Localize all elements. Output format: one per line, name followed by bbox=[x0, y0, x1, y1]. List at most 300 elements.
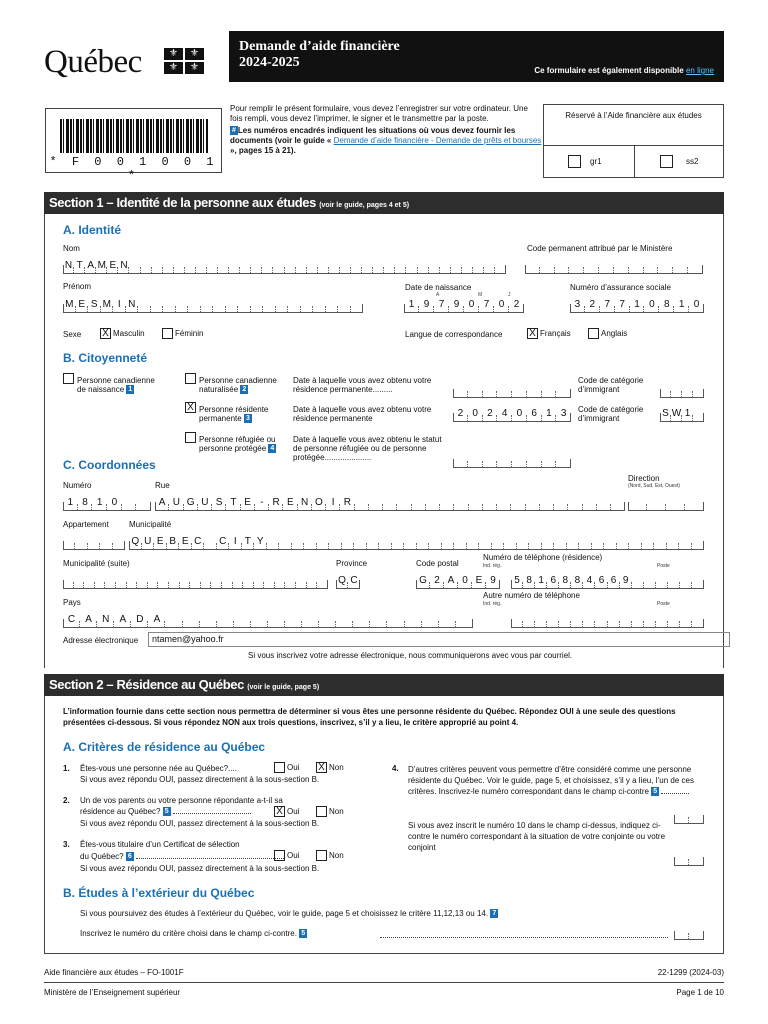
comb-cell bbox=[547, 612, 559, 627]
comb-cell bbox=[674, 850, 689, 865]
comb-cell bbox=[529, 534, 542, 549]
form-title: Demande d’aide financière bbox=[239, 39, 400, 54]
comb-cell bbox=[262, 258, 273, 273]
gr1-checkbox[interactable] bbox=[568, 155, 581, 168]
cit-res-option[interactable] bbox=[185, 402, 196, 413]
comb-cell bbox=[122, 495, 137, 510]
comb-cell: T bbox=[226, 495, 240, 510]
intro-para1: Pour remplir le présent formulaire, vous devez l’enregistrer sur votre ordinateur. Une fois rempli, vous devez l’imprimer, le signer et le transmettre par la poste. bbox=[230, 104, 528, 123]
comb-cell bbox=[540, 258, 555, 273]
anglais-option[interactable]: Anglais bbox=[588, 328, 627, 339]
rue-label: Rue bbox=[155, 481, 170, 490]
nat-date-field[interactable] bbox=[453, 382, 571, 398]
comb-cell bbox=[243, 573, 254, 588]
email-input[interactable]: ntamen@yahoo.fr bbox=[148, 632, 730, 647]
comb-cell: 2 bbox=[585, 297, 600, 312]
comb-cell bbox=[556, 452, 571, 467]
comb-cell bbox=[370, 612, 387, 627]
guide-link[interactable]: Demande d’aide financière - Demande de prêts et bourses bbox=[333, 136, 542, 145]
comb-cell bbox=[540, 495, 554, 510]
comb-cell: C bbox=[192, 534, 205, 549]
comb-cell bbox=[608, 612, 620, 627]
comb-cell bbox=[504, 534, 517, 549]
other-phone-label: Autre numéro de téléphone bbox=[483, 591, 580, 600]
barcode-icon bbox=[60, 119, 208, 153]
comb-cell bbox=[483, 452, 498, 467]
masculin-checkbox[interactable]: X bbox=[100, 328, 111, 339]
appartement-label: Appartement bbox=[63, 520, 109, 529]
province-field[interactable] bbox=[336, 573, 360, 589]
comb-cell: 7 bbox=[600, 297, 615, 312]
municipalite-label: Municipalité bbox=[129, 520, 172, 529]
province-label: Province bbox=[336, 559, 368, 568]
comb-cell bbox=[535, 612, 547, 627]
comb-cell bbox=[254, 573, 265, 588]
comb-cell bbox=[152, 258, 163, 273]
comb-cell bbox=[169, 573, 180, 588]
comb-cell: 6 bbox=[547, 573, 559, 588]
comb-cell bbox=[527, 382, 542, 397]
comb-cell bbox=[567, 534, 580, 549]
comb-cell bbox=[454, 534, 467, 549]
comb-cell bbox=[468, 452, 483, 467]
comb-cell bbox=[397, 495, 411, 510]
section1-header: Section 1 – Identité de la personne aux études (voir le guide, pages 4 et 5) bbox=[44, 192, 724, 214]
res-date-field[interactable] bbox=[453, 406, 571, 422]
prenom-field[interactable] bbox=[63, 297, 363, 313]
comb-cell bbox=[129, 258, 140, 273]
comb-cell: 1 bbox=[404, 297, 419, 312]
barcode-text: * F 0 0 1 0 0 1 * bbox=[49, 155, 218, 183]
comb-cell: 7 bbox=[434, 297, 449, 312]
comb-cell bbox=[267, 534, 280, 549]
comb-cell bbox=[512, 452, 527, 467]
comb-cell: A bbox=[155, 495, 169, 510]
comb-cell bbox=[604, 534, 617, 549]
comb-cell bbox=[95, 573, 106, 588]
comb-cell bbox=[468, 382, 483, 397]
comb-cell bbox=[473, 258, 484, 273]
footer-form-id: Aide financière aux études – FO-1001F bbox=[44, 968, 184, 977]
comb-cell: Q bbox=[129, 534, 142, 549]
postal-field[interactable] bbox=[416, 573, 500, 589]
intro-para2: Les numéros encadrés indiquent les situations où vous devez fournir les documents (voir le guide « bbox=[230, 126, 516, 145]
comb-cell bbox=[329, 258, 340, 273]
comb-cell: N bbox=[120, 260, 128, 271]
comb-cell bbox=[174, 258, 185, 273]
comb-cell bbox=[217, 612, 234, 627]
comb-cell: G bbox=[416, 573, 430, 588]
q2-oui-option[interactable]: X Oui bbox=[274, 806, 299, 817]
comb-cell bbox=[200, 612, 217, 627]
cit-nat-date-label: Date à laquelle vous avez obtenu votre résidence permanente......... bbox=[293, 376, 432, 394]
comb-cell: I bbox=[229, 534, 242, 549]
ss2-checkbox[interactable] bbox=[660, 155, 673, 168]
comb-cell: U bbox=[169, 495, 183, 510]
comb-cell bbox=[680, 573, 692, 588]
comb-cell bbox=[319, 612, 336, 627]
comb-cell bbox=[629, 534, 642, 549]
comb-cell bbox=[116, 573, 127, 588]
comb-cell bbox=[517, 534, 530, 549]
comb-cell: N bbox=[97, 612, 114, 627]
masculin-option[interactable]: X Masculin bbox=[100, 328, 145, 339]
comb-cell bbox=[379, 534, 392, 549]
comb-cell bbox=[693, 406, 704, 421]
comb-cell: N bbox=[298, 495, 312, 510]
comb-cell bbox=[105, 573, 116, 588]
comb-cell bbox=[340, 258, 351, 273]
comb-cell bbox=[226, 297, 239, 312]
comb-cell: 0 bbox=[468, 406, 483, 421]
dob-field[interactable] bbox=[404, 297, 524, 313]
appartement-field[interactable] bbox=[63, 534, 125, 550]
q1-note: Si vous avez répondu OUI, passez directement à la sous-section B. bbox=[80, 775, 320, 784]
q2-non-checkbox[interactable] bbox=[316, 806, 327, 817]
comb-cell bbox=[689, 924, 704, 939]
comb-cell bbox=[304, 534, 317, 549]
comb-cell bbox=[302, 612, 319, 627]
comb-cell bbox=[211, 573, 222, 588]
comb-cell bbox=[422, 612, 439, 627]
comb-cell bbox=[469, 495, 483, 510]
cit-res-label: Personne résidente permanente 3 bbox=[199, 405, 269, 423]
comb-cell bbox=[527, 452, 542, 467]
comb-cell bbox=[497, 382, 512, 397]
comb-cell bbox=[190, 573, 201, 588]
comb-cell: 7 bbox=[479, 297, 494, 312]
comb-cell bbox=[201, 297, 214, 312]
feminin-checkbox[interactable] bbox=[162, 328, 173, 339]
comb-cell bbox=[404, 534, 417, 549]
studies-line2: Inscrivez le numéro du critère choisi dans le champ ci-contre. 5 bbox=[80, 929, 306, 938]
comb-cell bbox=[671, 382, 682, 397]
comb-cell: 1 bbox=[535, 573, 547, 588]
year-marker: A bbox=[436, 292, 440, 298]
comb-cell: D bbox=[131, 612, 148, 627]
comb-cell bbox=[183, 612, 200, 627]
comb-cell bbox=[296, 258, 307, 273]
nas-field[interactable] bbox=[570, 297, 704, 313]
comb-cell bbox=[84, 573, 95, 588]
comb-cell bbox=[554, 534, 567, 549]
comb-cell: S bbox=[88, 297, 101, 312]
reserved-label: Réservé à l’Aide financière aux études bbox=[565, 111, 702, 120]
comb-cell bbox=[692, 573, 704, 588]
comb-cell: 4 bbox=[583, 573, 595, 588]
comb-cell bbox=[492, 534, 505, 549]
comb-cell bbox=[176, 297, 189, 312]
comb-cell bbox=[668, 573, 680, 588]
comb-cell bbox=[351, 297, 364, 312]
comb-cell bbox=[204, 534, 217, 549]
comb-cell bbox=[273, 258, 284, 273]
comb-cell bbox=[512, 382, 527, 397]
nom-field[interactable] bbox=[63, 258, 506, 274]
numero-field[interactable] bbox=[63, 495, 151, 511]
comb-cell: 8 bbox=[78, 495, 93, 510]
comb-cell bbox=[180, 573, 191, 588]
comb-cell bbox=[658, 258, 673, 273]
comb-cell: A bbox=[85, 258, 96, 273]
comb-cell bbox=[317, 573, 328, 588]
cit-ref-label: Personne réfugiée ou personne protégée 4 bbox=[199, 435, 276, 453]
comb-cell: S bbox=[660, 406, 671, 421]
comb-cell bbox=[342, 534, 355, 549]
comb-cell bbox=[554, 495, 568, 510]
cit-birth-option[interactable] bbox=[63, 373, 74, 386]
comb-cell bbox=[336, 612, 353, 627]
comb-cell bbox=[523, 612, 535, 627]
day-marker: J bbox=[508, 292, 511, 298]
other-phone-field[interactable] bbox=[511, 612, 704, 628]
comb-cell bbox=[689, 850, 704, 865]
comb-cell bbox=[75, 534, 87, 549]
comb-cell bbox=[264, 573, 275, 588]
comb-cell: M bbox=[63, 297, 76, 312]
comb-cell bbox=[240, 258, 251, 273]
footer-divider bbox=[44, 982, 724, 983]
comb-cell bbox=[113, 534, 125, 549]
comb-cell bbox=[151, 297, 164, 312]
anglais-checkbox[interactable] bbox=[588, 328, 599, 339]
cit-nat-option[interactable] bbox=[185, 373, 196, 386]
gr1-label: gr1 bbox=[590, 157, 602, 166]
studies-line1: Si vous poursuivez des études à l’extérieur du Québec, voir le guide, page 5 et choisissez le critère 11,12,13 ou 14. 7 bbox=[80, 909, 497, 918]
q4-spouse-field[interactable] bbox=[674, 850, 704, 866]
cit-birth-checkbox[interactable] bbox=[63, 373, 74, 384]
comb-cell: S bbox=[212, 495, 226, 510]
comb-cell bbox=[329, 534, 342, 549]
comb-cell bbox=[222, 573, 233, 588]
comb-cell bbox=[495, 258, 506, 273]
comb-cell bbox=[369, 495, 383, 510]
comb-cell: N bbox=[126, 297, 139, 312]
comb-cell: Y bbox=[254, 534, 267, 549]
footer-row2 bbox=[44, 988, 724, 997]
comb-cell: A bbox=[114, 612, 131, 627]
q2-text-a: Un de vos parents ou votre personne répondante a-t-il sa bbox=[80, 796, 283, 805]
comb-cell bbox=[484, 258, 495, 273]
comb-cell: N bbox=[64, 260, 73, 271]
cit-res-checkbox[interactable]: X bbox=[185, 402, 196, 413]
comb-cell bbox=[542, 534, 555, 549]
comb-cell bbox=[367, 534, 380, 549]
comb-cell bbox=[667, 534, 680, 549]
comb-cell bbox=[556, 382, 571, 397]
prenom-label: Prénom bbox=[63, 282, 92, 291]
category-label-2: Code de catégorie d’immigrant bbox=[578, 405, 644, 423]
email-note: Si vous inscrivez votre adresse électronique, nous communiquerons avec vous par courriel. bbox=[248, 651, 573, 660]
comb-cell bbox=[614, 258, 629, 273]
comb-cell bbox=[555, 258, 570, 273]
q3-text-b: du Québec? 6 bbox=[80, 852, 284, 862]
q3-text-a: Êtes-vous titulaire d’un Certificat de sélection bbox=[80, 840, 240, 849]
comb-cell: 7 bbox=[615, 297, 630, 312]
comb-cell: T bbox=[74, 258, 85, 273]
comb-cell bbox=[383, 495, 397, 510]
category-label-1: Code de catégorie d’immigrant bbox=[578, 376, 644, 394]
cit-ref-option[interactable] bbox=[185, 432, 196, 445]
comb-cell bbox=[251, 297, 264, 312]
comb-cell bbox=[692, 534, 705, 549]
q4-text: D’autres critères peuvent vous permettre d’être considéré comme une personne résidente du Québec. Voir le guide, page 5, et choisissez, s’il y a lieu, l’un de ces critères. Inscrivez-le numéro correspondant dans le champ ci-contre 5 bbox=[408, 765, 694, 796]
comb-cell bbox=[467, 534, 480, 549]
comb-cell bbox=[165, 612, 182, 627]
category-field-1[interactable] bbox=[660, 382, 704, 398]
municipalite-suite-label: Municipalité (suite) bbox=[63, 559, 130, 568]
comb-cell: 0 bbox=[693, 299, 700, 310]
comb-cell bbox=[296, 573, 307, 588]
comb-cell bbox=[583, 495, 597, 510]
comb-cell bbox=[688, 258, 703, 273]
comb-cell bbox=[584, 258, 599, 273]
q2-non-option[interactable]: Non bbox=[316, 806, 344, 817]
comb-cell bbox=[632, 612, 644, 627]
comb-cell bbox=[693, 382, 704, 397]
intro-para2-end: », pages 15 à 21). bbox=[230, 146, 296, 155]
comb-cell bbox=[373, 258, 384, 273]
q3-number: 3. bbox=[63, 840, 70, 849]
footer-code: 22-1299 (2024-03) bbox=[657, 968, 724, 977]
comb-cell bbox=[668, 612, 680, 627]
comb-cell bbox=[673, 258, 688, 273]
comb-cell: 5 bbox=[511, 573, 523, 588]
direction-field[interactable] bbox=[628, 495, 704, 511]
comb-cell bbox=[395, 258, 406, 273]
comb-cell bbox=[525, 258, 540, 273]
ind-reg-label: Ind. rég. bbox=[483, 563, 502, 569]
category-field-2[interactable] bbox=[660, 406, 704, 422]
comb-cell: E bbox=[241, 495, 255, 510]
q1-non-option[interactable]: X Non bbox=[316, 762, 344, 773]
comb-cell bbox=[275, 573, 286, 588]
municipalite-suite-field[interactable] bbox=[63, 573, 328, 589]
online-link[interactable]: en ligne bbox=[685, 66, 714, 75]
municipalite-field[interactable] bbox=[129, 534, 704, 550]
q3-oui-checkbox[interactable] bbox=[274, 850, 285, 861]
comb-cell: C bbox=[63, 612, 80, 627]
q4-number: 4. bbox=[392, 764, 399, 773]
comb-cell bbox=[674, 924, 689, 939]
comb-cell bbox=[426, 495, 440, 510]
code-permanent-label: Code permanent attribué par le Ministère bbox=[527, 244, 673, 253]
comb-cell: C bbox=[350, 575, 358, 586]
fleur-de-lis-flag-icon: ⚜ ⚜ ⚜ ⚜ bbox=[164, 48, 204, 74]
q3-non-checkbox[interactable] bbox=[316, 850, 327, 861]
comb-cell: C bbox=[217, 534, 230, 549]
comb-cell bbox=[599, 258, 614, 273]
comb-cell bbox=[632, 573, 644, 588]
comb-cell: 1 bbox=[630, 297, 645, 312]
code-permanent-field[interactable] bbox=[525, 258, 703, 274]
comb-cell bbox=[185, 258, 196, 273]
phone-field[interactable] bbox=[511, 573, 704, 589]
q1-oui-option[interactable]: Oui bbox=[274, 762, 299, 773]
comb-cell: 1 bbox=[682, 406, 693, 421]
comb-cell bbox=[579, 534, 592, 549]
comb-cell bbox=[597, 495, 611, 510]
comb-cell bbox=[674, 808, 689, 823]
comb-cell: E bbox=[283, 495, 297, 510]
reserved-box bbox=[543, 104, 724, 178]
q2-oui-checkbox[interactable]: X bbox=[274, 806, 285, 817]
cit-nat-checkbox[interactable] bbox=[185, 373, 196, 384]
q3-oui-option[interactable]: Oui bbox=[274, 850, 299, 861]
comb-cell bbox=[439, 612, 456, 627]
rue-field[interactable] bbox=[155, 495, 625, 511]
section2-intro: L’information fournie dans cette section nous permettra de déterminer si vous êtes une personne résidente du Québec. Répondez OUI à une seule des questions présentées ci-dessous. Si vous répondez NON aux trois questions, inscrivez, s’il y a lieu, le critère approprié au point 4. bbox=[63, 707, 676, 727]
comb-cell: A bbox=[148, 612, 165, 627]
comb-cell bbox=[387, 612, 404, 627]
langue-label: Langue de correspondance bbox=[405, 330, 503, 339]
footer-ministry: Ministère de l’Enseignement supérieur bbox=[44, 988, 181, 997]
ref-date-field[interactable] bbox=[453, 452, 571, 468]
studies-field[interactable] bbox=[674, 924, 704, 940]
comb-cell bbox=[317, 534, 330, 549]
comb-cell: 2 bbox=[453, 406, 468, 421]
comb-cell bbox=[234, 612, 251, 627]
comb-cell bbox=[647, 495, 666, 510]
comb-cell bbox=[213, 297, 226, 312]
comb-cell bbox=[692, 612, 704, 627]
francais-option[interactable]: X Français bbox=[527, 328, 571, 339]
comb-cell: M bbox=[101, 297, 114, 312]
comb-cell bbox=[542, 452, 557, 467]
footer-page: Page 1 de 10 bbox=[676, 988, 724, 997]
comb-cell bbox=[479, 534, 492, 549]
comb-cell: R bbox=[269, 495, 283, 510]
cit-res-date-label: Date à laquelle vous avez obtenu votre résidence permanente bbox=[293, 405, 432, 423]
comb-cell bbox=[338, 297, 351, 312]
month-marker: M bbox=[478, 292, 483, 298]
francais-checkbox[interactable]: X bbox=[527, 328, 538, 339]
comb-cell bbox=[263, 297, 276, 312]
criteria-heading: A. Critères de résidence au Québec bbox=[63, 740, 266, 754]
q1-oui-checkbox[interactable] bbox=[274, 762, 285, 773]
feminin-option[interactable]: Féminin bbox=[162, 328, 203, 339]
comb-cell: 8 bbox=[571, 573, 583, 588]
comb-cell: 2 bbox=[513, 299, 520, 310]
comb-cell bbox=[392, 534, 405, 549]
comb-cell bbox=[654, 534, 667, 549]
comb-cell bbox=[568, 495, 582, 510]
q2-note: Si vous avez répondu OUI, passez directement à la sous-section B. bbox=[80, 819, 320, 828]
comb-cell bbox=[440, 495, 454, 510]
comb-cell bbox=[592, 534, 605, 549]
comb-cell bbox=[136, 495, 151, 510]
comb-cell: 3 bbox=[570, 297, 585, 312]
q4-field[interactable] bbox=[674, 808, 704, 824]
pays-field[interactable] bbox=[63, 612, 473, 628]
comb-cell: 4 bbox=[497, 406, 512, 421]
cit-ref-checkbox[interactable] bbox=[185, 432, 196, 443]
comb-cell bbox=[571, 612, 583, 627]
comb-cell: 1 bbox=[92, 495, 107, 510]
comb-cell bbox=[238, 297, 251, 312]
comb-cell bbox=[583, 612, 595, 627]
comb-cell bbox=[318, 258, 329, 273]
q4-extra: Si vous avez inscrit le numéro 10 dans le champ ci-dessus, indiquez ci-contre le numéro correspondant à la situation de votre conjointe ou votre conjoint bbox=[408, 821, 666, 852]
q1-non-checkbox[interactable]: X bbox=[316, 762, 327, 773]
comb-cell: E bbox=[107, 258, 118, 273]
comb-cell bbox=[127, 573, 138, 588]
online-note: Ce formulaire est également disponible en ligne bbox=[534, 66, 714, 75]
comb-cell bbox=[285, 612, 302, 627]
comb-cell bbox=[682, 382, 693, 397]
comb-cell: E bbox=[76, 297, 89, 312]
q3-non-option[interactable]: Non bbox=[316, 850, 344, 861]
